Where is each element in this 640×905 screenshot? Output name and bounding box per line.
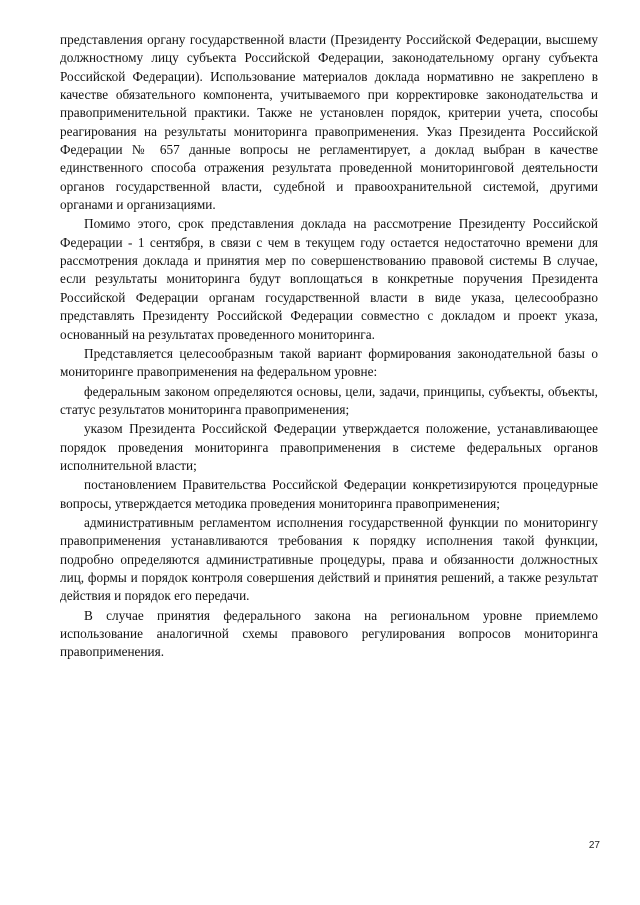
- list-item-government-resolution: постановлением Правительства Российской Федерации конкретизируются процедурные вопросы, утверждается методика проведения мониторинга правоприменения;: [60, 477, 598, 511]
- paragraph-legislative-base-intro: Представляется целесообразным такой вариант формирования законодательной базы о мониторинге правоприменения на федеральном уровне:: [60, 345, 598, 380]
- paragraph-report-deadline: Помимо этого, срок представления доклада на рассмотрение Президенту Российской Федерации - 1 сентября, в связи с чем в текущем году остается недостаточно времени для рассмотрения доклада и принятия мер по совершенствованию правовой системы В случае, если результаты мониторинга будут воплощаться в конкретные поручения Президента Российской Федерации органам государственной власти в виде указа, целесообразно представлять Президенту Российской Федерации совместно с докладом и проект указа, основанный на результатах проведенного мониторинга.: [60, 216, 598, 342]
- list-item-administrative-regulation: административным регламентом исполнения государственной функции по мониторингу правоприменения устанавливаются требования к порядку исполнения такой функции, подробно определяются административные процедуры, права и обязанности должностных лиц, формы и порядок контроля совершения действий и принятия решений, а также результат действия и порядок его передачи.: [60, 514, 598, 604]
- paragraph-regional-level: В случае принятия федерального закона на региональном уровне приемлемо использование аналогичной схемы правового регулирования вопросов мониторинга правоприменения.: [60, 607, 598, 660]
- list-item-presidential-decree: указом Президента Российской Федерации утверждается положение, устанавливающее порядок проведения мониторинга правоприменения в системе федеральных органов исполнительной власти;: [60, 421, 598, 473]
- page-number: 27: [588, 840, 600, 851]
- document-body: [60, 31, 598, 663]
- list-item-federal-law: федеральным законом определяются основы, цели, задачи, принципы, субъекты, объекты, статус результатов мониторинга правоприменения;: [60, 383, 598, 417]
- paragraph-continuation: представления органу государственной власти (Президенту Российской Федерации, высшему должностному лицу субъекта Российской Федерации, законодательному органу субъекта Российской Федерации). Использование материалов доклада нормативно не закреплено в качестве обязательного компонента, учитываемого при корректировке законодательства и правоприменительной практики. Также не установлен порядок, критерии учета, способы реагирования на результаты мониторинга правоприменения. Указ Президента Российской Федерации № 657 данные вопросы не регламентирует, а доклад выбран в качестве единственного способа отражения результата проведенной мониторинговой деятельности органов государственной власти, судебной и правоохранительной системой, другими органами и организациями.: [60, 32, 598, 213]
